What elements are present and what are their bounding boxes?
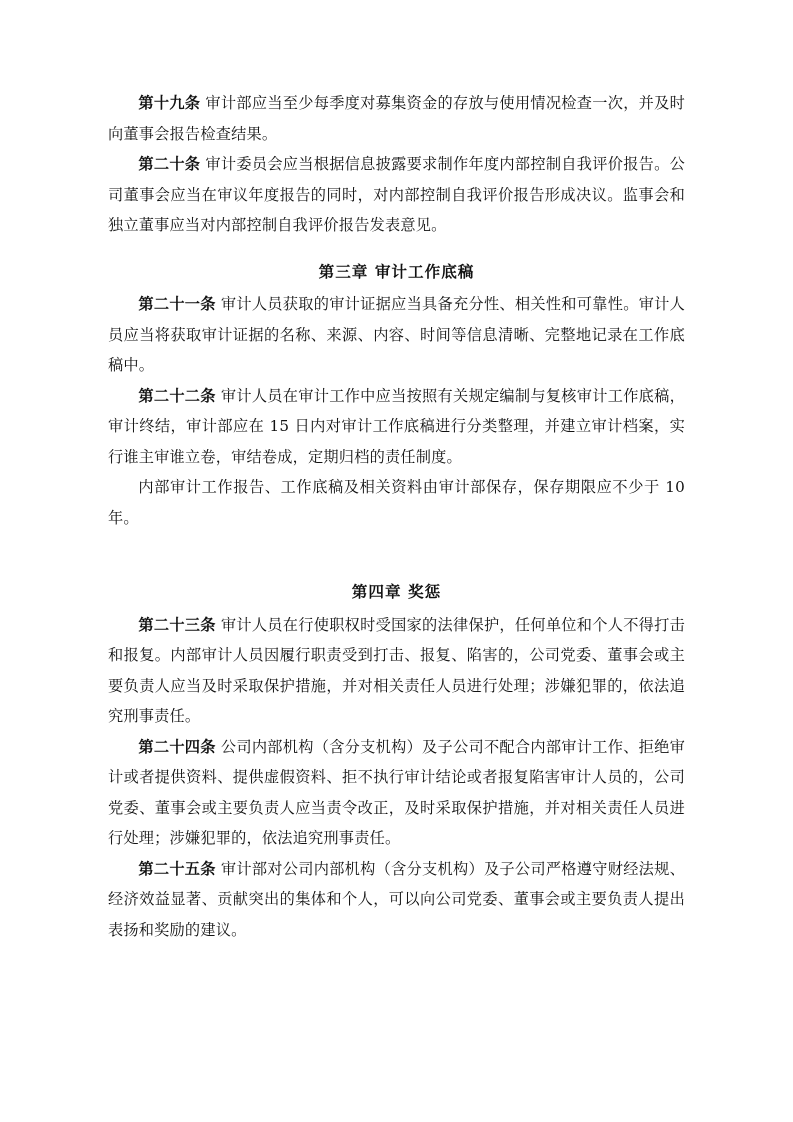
article-22-continued-text: 内部审计工作报告、工作底稿及相关资料由审计部保存，保存期限应不少于 10 年。 bbox=[108, 478, 685, 527]
document-body bbox=[108, 88, 685, 945]
article-23 bbox=[108, 610, 685, 732]
article-22 bbox=[108, 381, 685, 473]
article-20-lead: 第二十条 bbox=[138, 155, 201, 173]
article-21-text: 审计人员获取的审计证据应当具备充分性、相关性和可靠性。审计人员应当将获取审计证据的名称、来源、内容、时间等信息清晰、完整地记录在工作底稿中。 bbox=[108, 295, 686, 374]
spacer-before-chapter-3 bbox=[108, 241, 685, 257]
article-25 bbox=[108, 854, 685, 946]
article-19 bbox=[108, 88, 685, 149]
article-19-text: 审计部应当至少每季度对募集资金的存放与使用情况检查一次，并及时向董事会报告检查结果。 bbox=[108, 94, 686, 143]
article-20-text: 审计委员会应当根据信息披露要求制作年度内部控制自我评价报告。公司董事会应当在审议年度报告的同时，对内部控制自我评价报告形成决议。监事会和独立董事应当对内部控制自我评价报告发表意见。 bbox=[108, 155, 686, 234]
article-25-text: 审计部对公司内部机构（含分支机构）及子公司严格遵守财经法规、经济效益显著、贡献突出的集体和个人，可以向公司党委、董事会或主要负责人提出表扬和奖励的建议。 bbox=[108, 859, 686, 939]
article-25-lead: 第二十五条 bbox=[138, 859, 216, 878]
article-21 bbox=[108, 289, 685, 381]
article-24-text: 公司内部机构（含分支机构）及子公司不配合内部审计工作、拒绝审计或者提供资料、提供虚假资料、拒不执行审计结论或者报复陷害审计人员的，公司党委、董事会或主要负责人应当责令改正，及时采取保护措施，并对相关责任人员进行处理；涉嫌犯罪的，依法追究刑事责任。 bbox=[108, 737, 686, 847]
article-23-lead: 第二十三条 bbox=[138, 615, 216, 634]
chapter-3-heading: 第三章 审计工作底稿 bbox=[318, 261, 475, 281]
article-22-text: 审计人员在审计工作中应当按照有关规定编制与复核审计工作底稿，审计终结，审计部应在 15 日内对审计工作底稿进行分类整理，并建立审计档案，实行谁主审谁立卷，审结卷成，定期归档的责任制度。 bbox=[108, 386, 686, 466]
article-24 bbox=[108, 732, 685, 854]
article-23-text: 审计人员在行使职权时受国家的法律保护，任何单位和个人不得打击和报复。内部审计人员因履行职责受到打击、报复、陷害的，公司党委、董事会或主要负责人应当及时采取保护措施，并对相关责任人员进行处理；涉嫌犯罪的，依法追究刑事责任。 bbox=[108, 615, 686, 725]
article-24-lead: 第二十四条 bbox=[138, 737, 216, 756]
chapter-4-heading: 第四章 奖惩 bbox=[351, 582, 442, 601]
article-22-lead: 第二十二条 bbox=[138, 386, 216, 405]
article-19-lead: 第十九条 bbox=[138, 94, 201, 112]
spacer-before-chapter-4 bbox=[108, 533, 685, 577]
article-20 bbox=[108, 149, 685, 241]
article-22-continued bbox=[108, 472, 685, 533]
article-21-lead: 第二十一条 bbox=[138, 295, 216, 313]
